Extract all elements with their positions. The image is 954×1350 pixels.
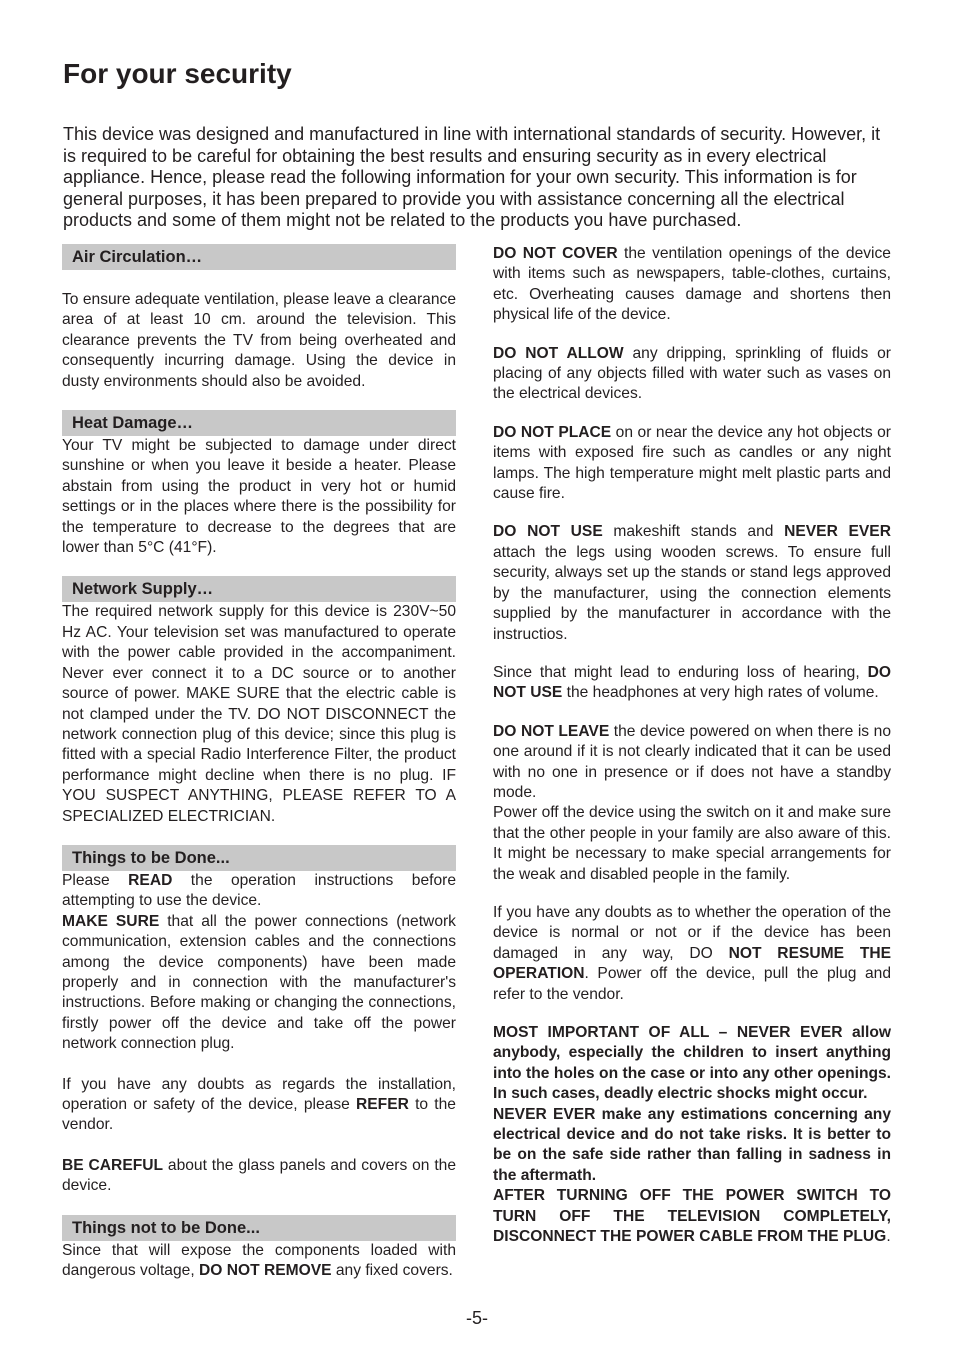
notdo-remove-paragraph: Since that will expose the components loaded with dangerous voltage, DO NOT REMOVE any fixed covers. xyxy=(62,1241,456,1280)
section-heading-network-supply: Network Supply… xyxy=(62,576,456,602)
intro-paragraph: This device was designed and manufactured in line with international standards of security. However, it is required to be careful for obtaining the best results and ensuring security as in every electrical appliance. Hence, please read the following information for your own security. This information is for general purposes, it has been prepared to provide you with assistance concerning all the electrical products and some of them might not be related to the products you have purchased. xyxy=(63,124,881,231)
section-heading-heat-damage: Heat Damage… xyxy=(62,410,456,436)
headphones-paragraph: Since that might lead to enduring loss of hearing, DO NOT USE the headphones at very high rates of volume. xyxy=(493,663,891,702)
doubts-paragraph: If you have any doubts as to whether the operation of the device is normal or not or if the device has been damaged in any way, DO NOT RESUME THE OPERATION. Power off the device, pull the plug and refer to the vendor. xyxy=(493,903,892,1003)
do-not-use-stands-paragraph: DO NOT USE makeshift stands and NEVER EVER attach the legs using wooden screws. To ensure full security, always set up the stands or stand legs approved by the manufacturer, using the connection elements supplied by the manufacturer in accordance with the instructios. xyxy=(493,523,891,643)
todo-make-sure-paragraph: MAKE SURE that all the power connections (network communication, extension cables and the connections among the device components) have been made properly and in connection with the manufacturer's instructions. Before making or changing the connections, firstly power off the device and take off the power network connection plug. xyxy=(62,912,456,1053)
left-column xyxy=(62,244,456,1281)
page-number: -5- xyxy=(466,1308,488,1328)
power-off-paragraph: Power off the device using the switch on it and make sure that the other people in your family are also aware of this. It might be necessary to make special arrangements for the weak and disabled people in the family. xyxy=(493,804,891,883)
todo-be-careful-paragraph: BE CAREFUL about the glass panels and covers on the device. xyxy=(62,1156,456,1195)
network-supply-text: The required network supply for this device is 230V~50 Hz AC. Your television set was manufactured to operate with the power cable provided in the accompaniment. Never ever connect it to a DC source or to another source of power. MAKE SURE that the electric cable is not clamped under the TV. DO NOT DISCONNECT the network connection plug of this device; since this plug is fitted with a special Radio Interference Filter, the product performance might decline when there is no plug. IF YOU SUSPECT ANYTHING, PLEASE REFER TO A SPECIALIZED ELECTRICIAN. xyxy=(62,603,456,825)
todo-read-paragraph: Please READ the operation instructions before attempting to use the device. xyxy=(62,871,456,910)
right-column xyxy=(493,244,891,1247)
section-heading-things-to-be-done: Things to be Done... xyxy=(62,845,456,871)
do-not-cover-paragraph: DO NOT COVER the ventilation openings of the device with items such as newspapers, table-clothes, curtains, etc. Overheating causes damage and shortens then physical life of the device. xyxy=(493,245,891,324)
page-title: For your security xyxy=(63,58,292,89)
air-circulation-text: To ensure adequate ventilation, please leave a clearance area of at least 10 cm. around the television. This clearance prevents the TV from being overheated and consequently incurring damage. Using the device in dusty environments should also be avoided. xyxy=(62,291,456,390)
do-not-place-paragraph: DO NOT PLACE on or near the device any hot objects or items with exposed fire such as candles or any night lamps. The high temperature might melt plastic parts and cause fire. xyxy=(493,423,891,503)
do-not-leave-paragraph: DO NOT LEAVE the device powered on when there is no one around if it is not clearly indicated that it can be used with no one in presence or if does not have a standby mode. xyxy=(493,722,891,801)
todo-refer-paragraph: If you have any doubts as regards the installation, operation or safety of the device, please REFER to the vendor. xyxy=(62,1075,456,1134)
most-important-paragraph: MOST IMPORTANT OF ALL – NEVER EVER allow anybody, especially the children to insert anything into the holes on the case or into any other openings. In such cases, deadly electric shocks might occur. xyxy=(493,1024,891,1103)
after-turning-off-paragraph: AFTER TURNING OFF THE POWER SWITCH TO TURN OFF THE TELEVISION COMPLETELY, DISCONNECT THE POWER CABLE FROM THE PLUG. xyxy=(493,1187,891,1246)
section-heading-things-not-to-be-done: Things not to be Done... xyxy=(62,1215,456,1241)
do-not-allow-paragraph: DO NOT ALLOW any dripping, sprinkling of fluids or placing of any objects filled with water such as vases on the electrical devices. xyxy=(493,344,891,403)
heat-damage-text: Your TV might be subjected to damage under direct sunshine or when you leave it beside a heater. Please abstain from using the product in very hot or humid settings or in the places where there is the possibility for the temperature to decrease to the degrees that are lower than 5°C (41°F). xyxy=(62,437,456,557)
never-ever-paragraph: NEVER EVER make any estimations concerning any electrical device and do not take risks. It is better to be on the safe side rather than falling in sadness in the aftermath. xyxy=(493,1105,891,1184)
section-heading-air-circulation: Air Circulation… xyxy=(62,244,456,270)
